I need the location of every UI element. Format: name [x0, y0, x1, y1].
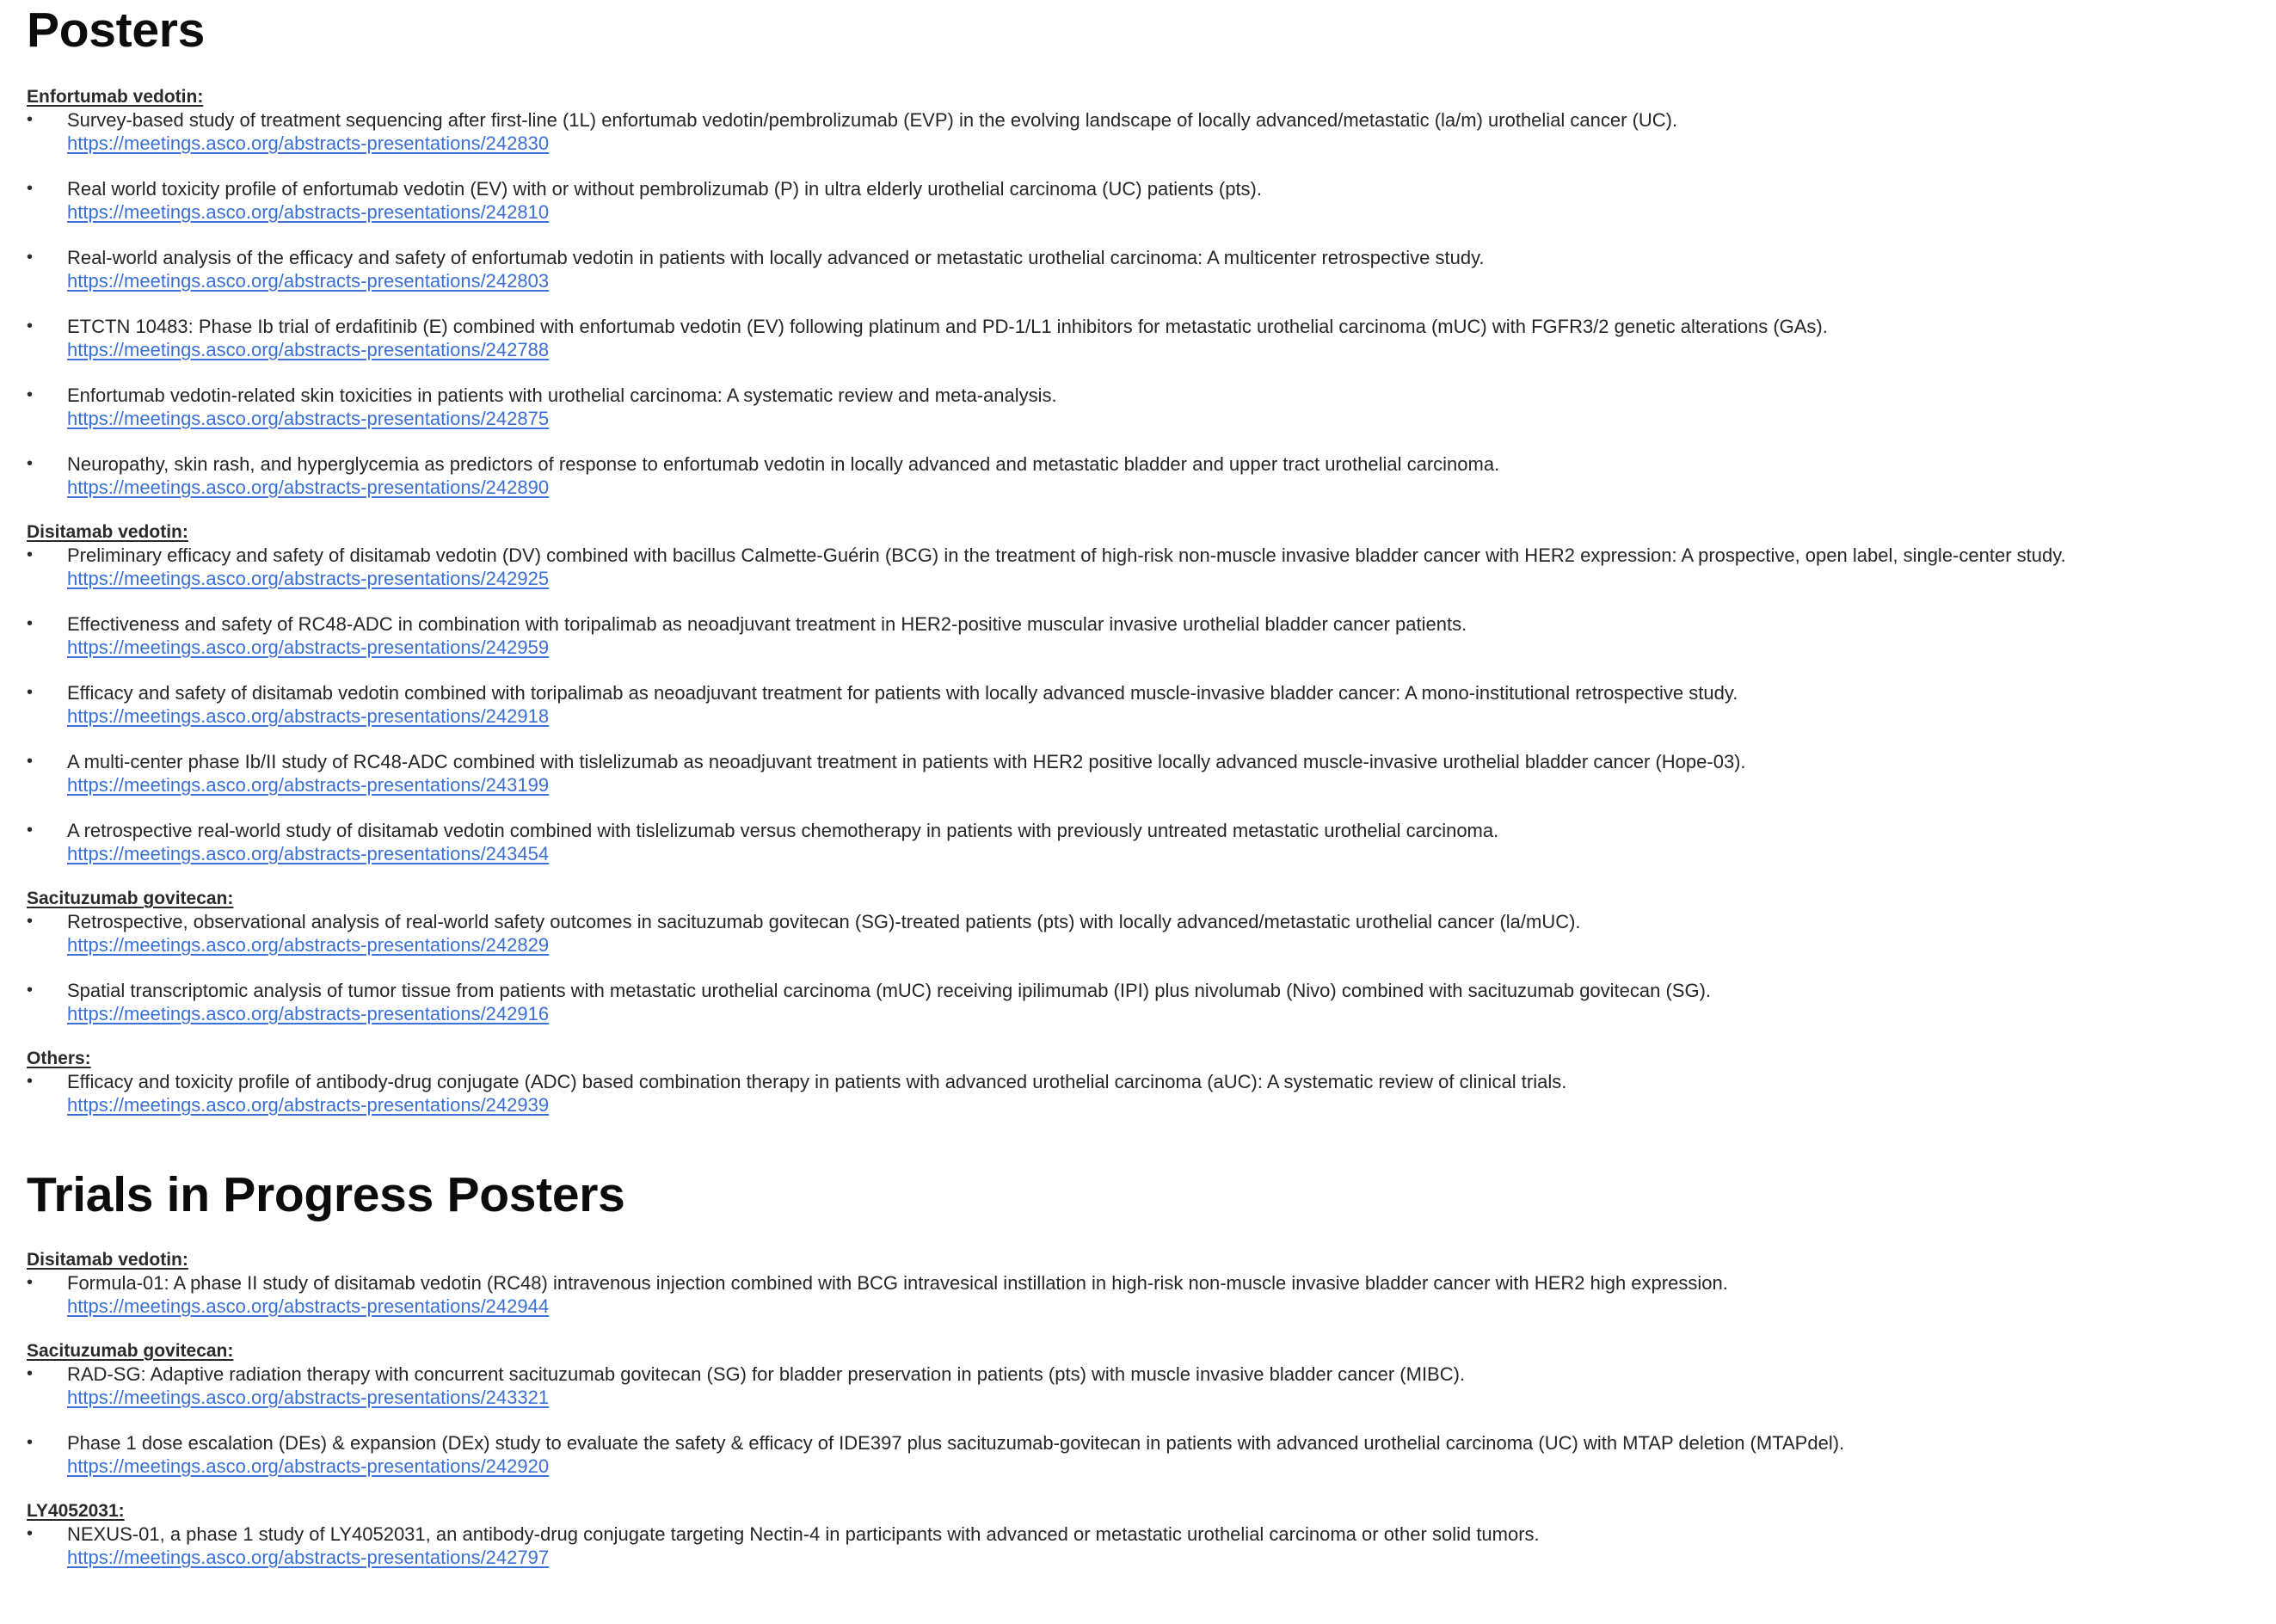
abstract-title: Preliminary efficacy and safety of disitamab vedotin (DV) combined with bacillus Calmette-Guérin (BCG) in the treatment of high-risk non-muscle invasive bladder cancer with HER2 expression: A prospective, open label, single-center study.	[67, 544, 2066, 566]
group-heading: Others:	[27, 1049, 91, 1068]
list-item	[27, 979, 2259, 1025]
abstract-link[interactable]: https://meetings.asco.org/abstracts-presentations/243321	[67, 1387, 550, 1408]
bullet-icon: •	[27, 248, 34, 267]
poster-list	[27, 910, 2259, 1025]
tip-group-disitamab-vedotin	[27, 1249, 2259, 1318]
tip-group-ly4052031	[27, 1500, 2259, 1569]
abstract-title: A multi-center phase Ib/II study of RC48-ADC combined with tislelizumab as neoadjuvant treatment in patients with HER2 positive locally advanced muscle-invasive urothelial bladder cancer (Hope-03).	[67, 751, 1746, 772]
group-heading: Sacituzumab govitecan:	[27, 1341, 234, 1361]
list-item	[27, 750, 2259, 797]
abstract-link[interactable]: https://meetings.asco.org/abstracts-presentations/242916	[67, 1003, 550, 1024]
bullet-icon: •	[27, 545, 34, 564]
abstract-title: Retrospective, observational analysis of real-world safety outcomes in sacituzumab govitecan (SG)-treated patients (pts) with locally advanced/metastatic urothelial cancer (la/mUC).	[67, 911, 1581, 932]
bullet-icon: •	[27, 752, 34, 771]
list-item	[27, 1363, 2259, 1409]
list-item	[27, 681, 2259, 728]
abstract-link[interactable]: https://meetings.asco.org/abstracts-presentations/242944	[67, 1295, 550, 1317]
group-heading: Disitamab vedotin:	[27, 522, 188, 542]
list-item	[27, 544, 2259, 590]
trials-in-progress-section	[27, 1168, 2259, 1569]
list-item	[27, 612, 2259, 659]
list-item	[27, 246, 2259, 292]
group-disitamab-vedotin	[27, 521, 2259, 865]
poster-list	[27, 544, 2259, 865]
list-item	[27, 452, 2259, 499]
list-item	[27, 1070, 2259, 1116]
bullet-icon: •	[27, 179, 34, 198]
bullet-icon: •	[27, 1364, 34, 1383]
group-enfortumab-vedotin	[27, 86, 2259, 499]
list-item	[27, 108, 2259, 155]
abstract-title: Spatial transcriptomic analysis of tumor tissue from patients with metastatic urothelial carcinoma (mUC) receiving ipilimumab (IPI) plus nivolumab (Nivo) combined with sacituzumab govitecan (SG).	[67, 980, 1712, 1001]
poster-list	[27, 1271, 2259, 1318]
group-others	[27, 1048, 2259, 1116]
poster-list	[27, 108, 2259, 499]
bullet-icon: •	[27, 821, 34, 840]
list-item	[27, 315, 2259, 361]
bullet-icon: •	[27, 385, 34, 404]
abstract-title: Formula-01: A phase II study of disitamab vedotin (RC48) intravenous injection combined with BCG intravesical instillation in high-risk non-muscle invasive bladder cancer with HER2 high expression.	[67, 1272, 1728, 1294]
section-title-posters: Posters	[27, 3, 206, 58]
abstract-link[interactable]: https://meetings.asco.org/abstracts-presentations/242810	[67, 201, 550, 223]
bullet-icon: •	[27, 981, 34, 1000]
abstract-link[interactable]: https://meetings.asco.org/abstracts-presentations/242890	[67, 477, 550, 498]
abstract-title: Neuropathy, skin rash, and hyperglycemia as predictors of response to enfortumab vedotin in locally advanced and metastatic bladder and upper tract urothelial carcinoma.	[67, 453, 1500, 475]
abstract-link[interactable]: https://meetings.asco.org/abstracts-presentations/242939	[67, 1094, 550, 1116]
list-item	[27, 819, 2259, 865]
poster-list	[27, 1363, 2259, 1478]
abstract-title: Effectiveness and safety of RC48-ADC in combination with toripalimab as neoadjuvant treatment in HER2-positive muscular invasive urothelial bladder cancer patients.	[67, 613, 1467, 635]
group-heading: Sacituzumab govitecan:	[27, 889, 234, 908]
group-heading: Enfortumab vedotin:	[27, 87, 204, 107]
abstract-link[interactable]: https://meetings.asco.org/abstracts-presentations/242959	[67, 637, 550, 658]
poster-list	[27, 1070, 2259, 1116]
poster-list	[27, 1522, 2259, 1569]
bullet-icon: •	[27, 317, 34, 335]
abstract-link[interactable]: https://meetings.asco.org/abstracts-presentations/243454	[67, 843, 550, 864]
abstract-link[interactable]: https://meetings.asco.org/abstracts-presentations/242875	[67, 408, 550, 429]
abstract-title: Efficacy and safety of disitamab vedotin combined with toripalimab as neoadjuvant treatment for patients with locally advanced muscle-invasive bladder cancer: A mono-institutional retrospective study.	[67, 682, 1738, 704]
bullet-icon: •	[27, 110, 34, 129]
abstract-title: Real-world analysis of the efficacy and safety of enfortumab vedotin in patients with locally advanced or metastatic urothelial carcinoma: A multicenter retrospective study.	[67, 247, 1485, 268]
bullet-icon: •	[27, 454, 34, 473]
group-sacituzumab-govitecan	[27, 888, 2259, 1025]
abstract-link[interactable]: https://meetings.asco.org/abstracts-presentations/242830	[67, 132, 550, 154]
abstract-title: Enfortumab vedotin-related skin toxicities in patients with urothelial carcinoma: A systematic review and meta-analysis.	[67, 384, 1057, 406]
list-item	[27, 1271, 2259, 1318]
bullet-icon: •	[27, 1433, 34, 1452]
list-item	[27, 384, 2259, 430]
bullet-icon: •	[27, 1524, 34, 1543]
abstract-link[interactable]: https://meetings.asco.org/abstracts-presentations/242920	[67, 1455, 550, 1477]
posters-section	[27, 0, 2259, 1116]
abstract-link[interactable]: https://meetings.asco.org/abstracts-presentations/242803	[67, 270, 550, 292]
bullet-icon: •	[27, 683, 34, 702]
bullet-icon: •	[27, 1072, 34, 1091]
abstract-title: Phase 1 dose escalation (DEs) & expansion (DEx) study to evaluate the safety & efficacy of IDE397 plus sacituzumab-govitecan in patients with advanced urothelial carcinoma (UC) with MTAP deletion (MTAPdel).	[67, 1432, 1845, 1454]
list-item	[27, 910, 2259, 957]
abstract-title: ETCTN 10483: Phase Ib trial of erdafitinib (E) combined with enfortumab vedotin (EV) following platinum and PD-1/L1 inhibitors for metastatic urothelial carcinoma (mUC) with FGFR3/2 genetic alterations (GAs).	[67, 316, 1828, 337]
bullet-icon: •	[27, 614, 34, 633]
abstract-title: Survey-based study of treatment sequencing after first-line (1L) enfortumab vedotin/pembrolizumab (EVP) in the evolving landscape of locally advanced/metastatic (la/m) urothelial cancer (UC).	[67, 109, 1678, 131]
list-item	[27, 1522, 2259, 1569]
abstract-link[interactable]: https://meetings.asco.org/abstracts-presentations/242925	[67, 568, 550, 589]
abstract-title: Efficacy and toxicity profile of antibody-drug conjugate (ADC) based combination therapy in patients with advanced urothelial carcinoma (aUC): A systematic review of clinical trials.	[67, 1071, 1567, 1092]
abstract-link[interactable]: https://meetings.asco.org/abstracts-presentations/242788	[67, 339, 550, 360]
group-heading: LY4052031:	[27, 1501, 125, 1521]
abstract-link[interactable]: https://meetings.asco.org/abstracts-presentations/242797	[67, 1547, 550, 1568]
abstract-link[interactable]: https://meetings.asco.org/abstracts-presentations/243199	[67, 774, 550, 796]
abstract-link[interactable]: https://meetings.asco.org/abstracts-presentations/242829	[67, 934, 550, 956]
section-title-trials-in-progress: Trials in Progress Posters	[27, 1167, 625, 1222]
abstract-title: NEXUS-01, a phase 1 study of LY4052031, an antibody-drug conjugate targeting Nectin-4 in participants with advanced or metastatic urothelial carcinoma or other solid tumors.	[67, 1523, 1540, 1545]
list-item	[27, 177, 2259, 224]
list-item	[27, 1431, 2259, 1478]
abstract-link[interactable]: https://meetings.asco.org/abstracts-presentations/242918	[67, 705, 550, 727]
abstract-title: Real world toxicity profile of enfortumab vedotin (EV) with or without pembrolizumab (P) in ultra elderly urothelial carcinoma (UC) patients (pts).	[67, 178, 1262, 200]
abstract-title: A retrospective real-world study of disitamab vedotin combined with tislelizumab versus chemotherapy in patients with previously untreated metastatic urothelial carcinoma.	[67, 820, 1499, 841]
group-heading: Disitamab vedotin:	[27, 1250, 188, 1270]
bullet-icon: •	[27, 912, 34, 931]
bullet-icon: •	[27, 1273, 34, 1292]
tip-group-sacituzumab-govitecan	[27, 1340, 2259, 1478]
abstract-title: RAD-SG: Adaptive radiation therapy with concurrent sacituzumab govitecan (SG) for bladder preservation in patients (pts) with muscle invasive bladder cancer (MIBC).	[67, 1363, 1466, 1385]
